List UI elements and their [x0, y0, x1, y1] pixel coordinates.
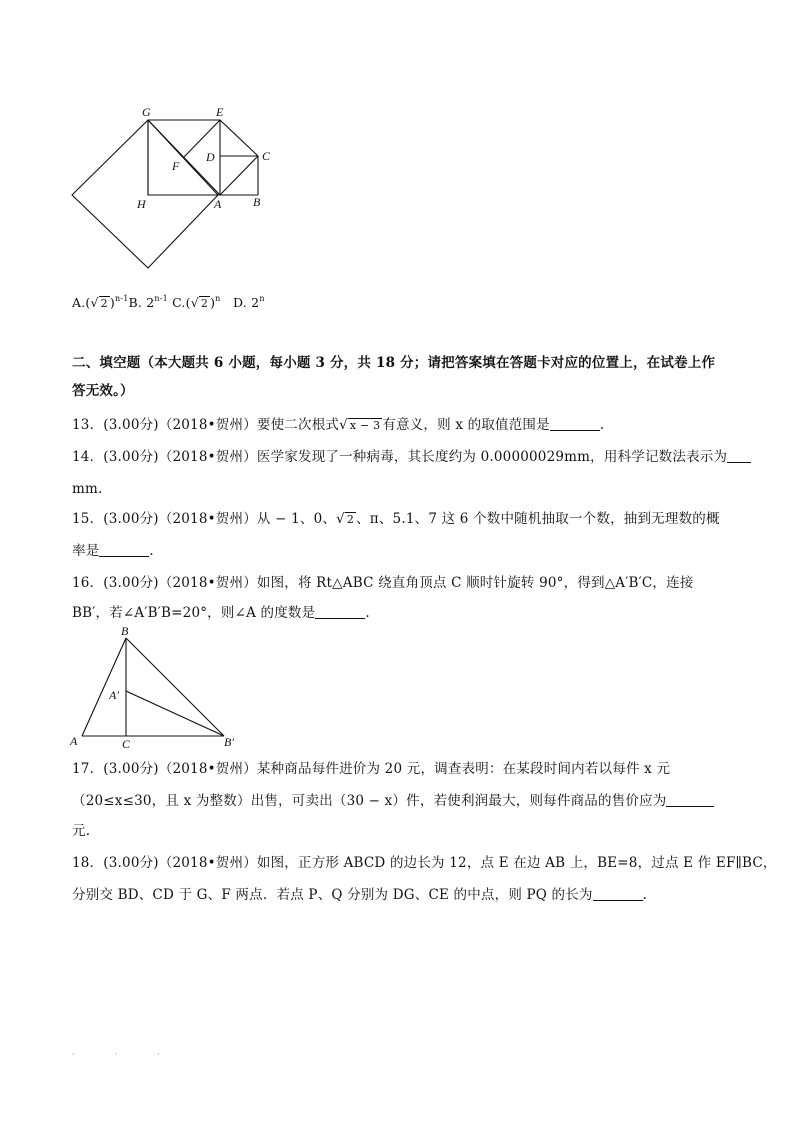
label-H: H [137, 197, 146, 211]
question-13: 13．(3.00分)（2018•贺州）要使二次根式√ x − 3 有意义，则 x 的取值范围是 . [72, 417, 605, 433]
label-F: F [172, 159, 180, 173]
answer-blank[interactable] [550, 418, 600, 431]
answer-blank[interactable] [315, 606, 365, 619]
section-2-heading-line2: 答无效。） [72, 383, 134, 399]
label-B-prime: B′ [224, 735, 234, 749]
question-15-line1: 15．(3.00分)（2018•贺州）从 − 1、0、√ 2 、π、5.1、7 这 6 个数中随机抽取一个数，抽到无理数的概 [72, 511, 720, 527]
sqrt-icon: √ [190, 295, 199, 310]
question-18-line1: 18．(3.00分)（2018•贺州）如图，正方形 ABCD 的边长为 12，点 E 在边 AB 上，BE=8，过点 E 作 EF∥BC， [72, 855, 777, 871]
page-marks: ··· [72, 1050, 200, 1059]
answer-blank[interactable] [593, 888, 643, 901]
sqrt-icon: √ [90, 295, 99, 310]
question-17-line2: （20≤x≤30，且 x 为整数）出售，可卖出（30 − x）件，若使利润最大，则每件商品的售价应为 [72, 792, 714, 810]
question-16-line1: 16．(3.00分)（2018•贺州）如图，将 Rt△ABC 绕直角顶点 C 顺时针旋转 90°，得到△A′B′C，连接 [72, 575, 694, 591]
label-C: C [122, 737, 131, 751]
q12-choices: A.(√ 2 )$^{n-1}$B. 2$^{n-1}$ C.(√ 2 )$^n$ D. 2$^n$ [72, 294, 265, 310]
question-16-line2: BB′，若∠A′B′B=20°，则∠A 的度数是 . [72, 605, 370, 621]
label-G: G [142, 105, 151, 119]
label-C: C [262, 149, 271, 163]
label-E: E [216, 105, 224, 119]
answer-blank[interactable] [666, 794, 714, 807]
label-B: B [253, 195, 261, 209]
question-14-line1: 14．(3.00分)（2018•贺州）医学家发现了一种病毒，其长度约为 0.00000029mm，用科学记数法表示为 [72, 448, 751, 466]
figure-rotated-triangle [66, 624, 256, 754]
answer-blank[interactable] [99, 544, 149, 557]
question-18-line2: 分别交 BD、CD 于 G、F 两点．若点 P、Q 分别为 DG、CE 的中点，则 PQ 的长为 . [72, 887, 648, 903]
sqrt-icon: √ [339, 417, 348, 433]
label-A-prime: A′ [109, 688, 119, 702]
label-A: A [214, 197, 222, 211]
sqrt-icon: √ [336, 511, 345, 527]
figure-squares [60, 100, 290, 275]
question-17-line1: 17．(3.00分)（2018•贺州）某种商品每件进价为 20 元，调查表明：在某段时间内若以每件 x 元 [72, 761, 671, 777]
section-2-heading-line1: 二、填空题（本大题共 6 小题，每小题 3 分，共 18 分；请把答案填在答题卡对应的位置上，在试卷上作 [72, 355, 716, 371]
label-B: B [121, 624, 129, 638]
question-14-line2: mm. [72, 481, 103, 497]
answer-blank[interactable] [727, 450, 751, 463]
question-15-line2: 率是 . [72, 543, 154, 559]
label-D: D [206, 150, 215, 164]
question-17-line3: 元. [72, 823, 91, 839]
label-A: A [70, 734, 78, 748]
